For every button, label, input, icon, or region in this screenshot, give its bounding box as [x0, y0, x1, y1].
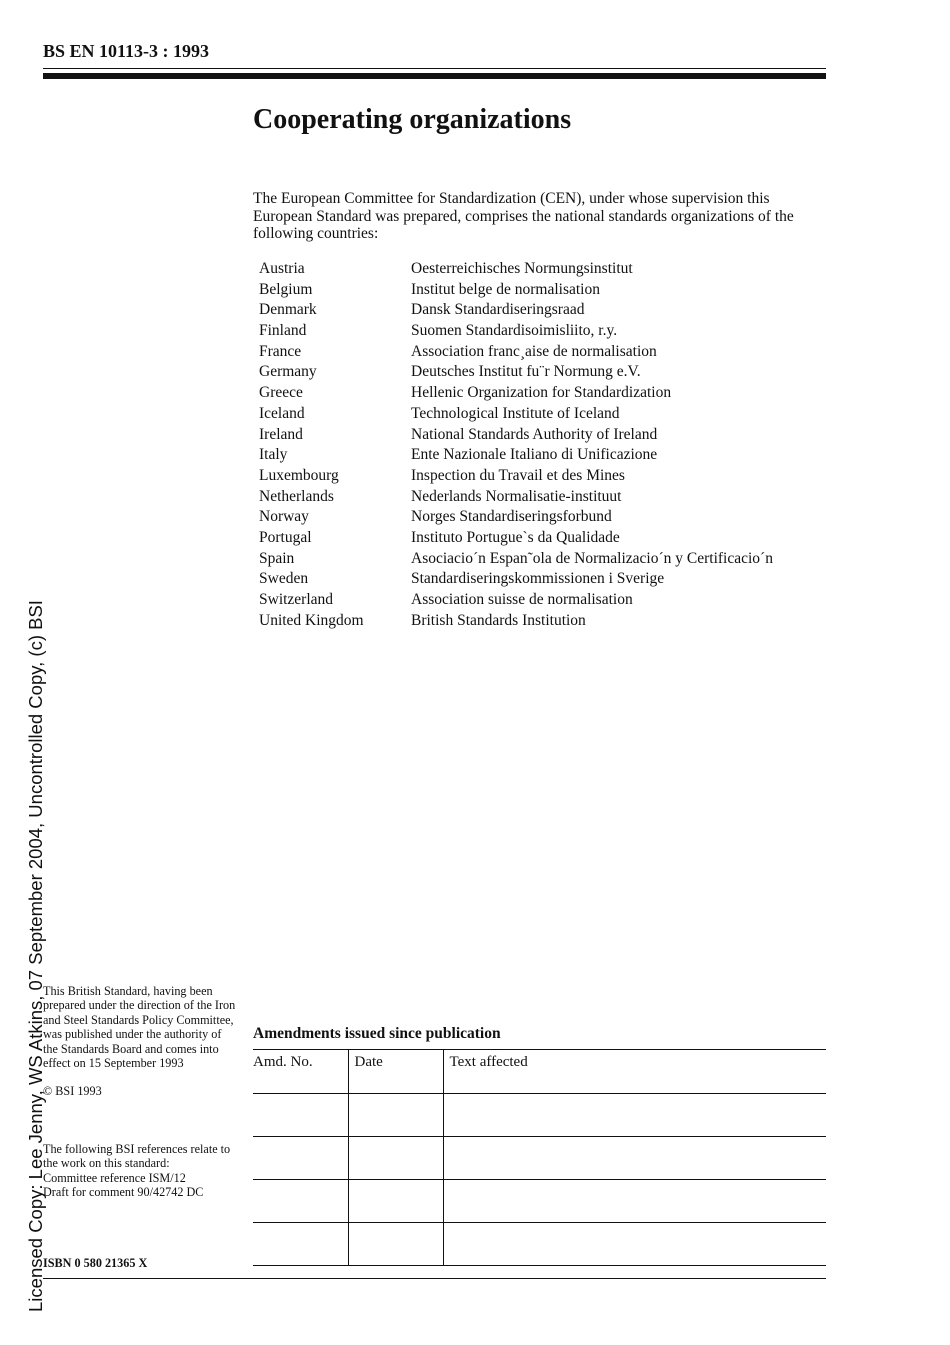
country-name: Belgium — [259, 280, 313, 298]
organization-name: Association suisse de normalisation — [411, 591, 633, 608]
country-name: Denmark — [259, 301, 317, 319]
footer-rule — [43, 1278, 826, 1279]
header-rule-thick — [43, 73, 826, 79]
column-header-amd-no: Amd. No. — [253, 1050, 348, 1094]
table-cell — [348, 1180, 443, 1223]
references-intro: The following BSI references relate to the work on this standard: — [43, 1141, 231, 1171]
country-name: France — [259, 342, 302, 360]
table-cell — [253, 1137, 348, 1180]
column-header-text-affected: Text affected — [443, 1050, 826, 1094]
country-name: United Kingdom — [259, 611, 364, 629]
amendments-table — [253, 1049, 826, 1266]
country-name: Luxembourg — [259, 466, 339, 484]
table-cell — [443, 1094, 826, 1137]
list-item — [259, 280, 773, 301]
document-id: BS EN 10113-3 : 1993 — [43, 41, 210, 61]
organization-name: Institut belge de normalisation — [411, 280, 600, 298]
country-name: Italy — [259, 446, 288, 464]
organization-name: Suomen Standardisoimisliito, r.y. — [411, 322, 618, 340]
country-name: Sweden — [259, 570, 309, 588]
list-item — [259, 445, 773, 466]
organization-name: Oesterreichisches Normungsinstitut — [411, 260, 633, 277]
list-item — [259, 321, 773, 342]
table-cell — [348, 1094, 443, 1137]
organization-name: Ente Nazionale Italiano di Unificazione — [411, 446, 658, 464]
page-title: Cooperating organizations — [253, 104, 572, 135]
license-watermark: Licensed Copy: Lee Jenny, WS Atkins, 07 September 2004, Uncontrolled Copy, (c) BSI — [25, 600, 46, 1312]
organization-name: Asociacio´n Espan˜ola de Normalizacio´n y Certificacio´n — [411, 549, 773, 567]
list-item — [259, 466, 773, 487]
organization-name: Technological Institute of Iceland — [411, 404, 620, 422]
list-item — [259, 362, 773, 383]
country-name: Finland — [259, 322, 307, 340]
list-item — [259, 611, 773, 632]
list-item — [259, 487, 773, 508]
organization-name: National Standards Authority of Ireland — [411, 425, 658, 443]
list-item — [259, 425, 773, 446]
country-name: Iceland — [259, 404, 305, 422]
publication-note: This British Standard, having been prepared under the direction of the Iron and Steel Standards Policy Committee, was published under the authority of the Standards Board and comes into effect on 15 September 1993 — [43, 984, 236, 1071]
isbn: ISBN 0 580 21365 X — [43, 1256, 148, 1270]
committee-reference: Committee reference ISM/12 — [43, 1170, 186, 1185]
organization-name: Dansk Standardiseringsraad — [411, 301, 585, 319]
table-row — [253, 1137, 826, 1180]
table-cell — [348, 1223, 443, 1266]
table-row — [253, 1223, 826, 1266]
organization-name: Inspection du Travail et des Mines — [411, 466, 625, 484]
draft-comment-reference: Draft for comment 90/42742 DC — [43, 1185, 204, 1200]
list-item — [259, 342, 773, 363]
copyright-notice: © BSI 1993 — [43, 1084, 102, 1099]
table-cell — [443, 1223, 826, 1266]
organization-name: Hellenic Organization for Standardization — [411, 384, 672, 402]
list-item — [259, 259, 773, 280]
organization-name: Deutsches Institut fu¨r Normung e.V. — [411, 363, 641, 381]
list-item — [259, 383, 773, 404]
list-item — [259, 590, 773, 611]
organization-name: Association franc¸aise de normalisation — [411, 342, 657, 360]
country-name: Netherlands — [259, 487, 334, 505]
table-cell — [253, 1094, 348, 1137]
organization-name: Nederlands Normalisatie-instituut — [411, 487, 622, 505]
list-item — [259, 507, 773, 528]
table-row — [253, 1180, 826, 1223]
list-item — [259, 528, 773, 549]
list-item — [259, 404, 773, 425]
table-cell — [443, 1180, 826, 1223]
country-name: Switzerland — [259, 591, 334, 608]
publication-sidebar — [43, 984, 238, 1199]
organization-name: Instituto Portugue`s da Qualidade — [411, 528, 620, 546]
country-name: Spain — [259, 549, 295, 567]
table-header-row — [253, 1050, 826, 1094]
country-name: Austria — [259, 260, 305, 277]
country-name: Portugal — [259, 528, 312, 546]
table-cell — [253, 1223, 348, 1266]
country-name: Norway — [259, 508, 309, 526]
organization-name: Standardiseringskommissionen i Sverige — [411, 570, 665, 588]
amendments-title: Amendments issued since publication — [253, 1025, 501, 1042]
organization-name: British Standards Institution — [411, 611, 586, 629]
list-item — [259, 300, 773, 321]
country-name: Ireland — [259, 425, 303, 443]
table-row — [253, 1094, 826, 1137]
list-item — [259, 549, 773, 570]
table-cell — [443, 1137, 826, 1180]
table-cell — [253, 1180, 348, 1223]
country-name: Germany — [259, 363, 317, 381]
organization-name: Norges Standardiseringsforbund — [411, 508, 612, 526]
list-item — [259, 569, 773, 590]
column-header-date: Date — [348, 1050, 443, 1094]
country-name: Greece — [259, 384, 303, 402]
intro-paragraph: The European Committee for Standardization (CEN), under whose supervision this European Standard was prepared, comprises the national standards organizations of the following countries: — [253, 190, 794, 242]
table-cell — [348, 1137, 443, 1180]
member-organizations-list — [259, 259, 773, 631]
header-rule-thin — [43, 68, 826, 69]
